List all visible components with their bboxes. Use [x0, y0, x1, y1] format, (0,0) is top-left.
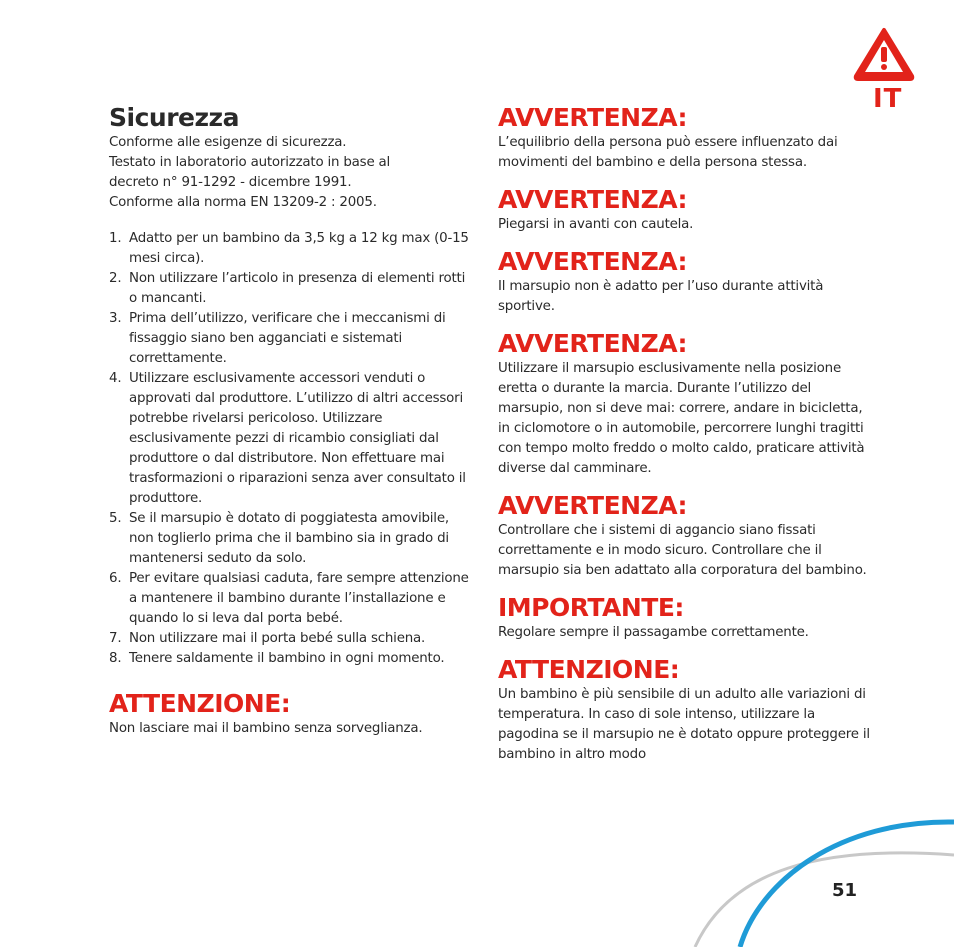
list-item	[109, 229, 469, 269]
important-section	[498, 593, 878, 643]
warning-section	[498, 103, 878, 173]
warning-heading: AVVERTENZA:	[498, 103, 688, 132]
list-item	[109, 649, 469, 669]
list-item-number: 6.	[109, 571, 122, 586]
list-item-text: Non utilizzare mai il porta bebé sulla schiena.	[129, 631, 426, 646]
list-item-number: 1.	[109, 231, 122, 246]
list-item-text: Non utilizzare l’articolo in presenza di elementi rotti o mancanti.	[129, 271, 466, 306]
safety-list	[109, 229, 469, 669]
right-column	[498, 103, 878, 765]
warning-text: Utilizzare il marsupio esclusivamente nella posizione eretta o durante la marcia. Durante l’utilizzo del marsupio, non si deve mai: correre, andare in bicicletta, in ciclomotore o in automobile, percorrere lunghi tragitti con tempo molto freddo o molto caldo, praticare attività diverse dal camminare.	[498, 361, 865, 476]
important-heading: IMPORTANTE:	[498, 593, 684, 622]
list-item-text: Se il marsupio è dotato di poggiatesta amovibile, non toglierlo prima che il bambino sia in grado di mantenersi seduto da solo.	[129, 511, 449, 566]
intro-line: Conforme alla norma EN 13209-2 : 2005.	[109, 195, 377, 210]
intro-line: Conforme alle esigenze di sicurezza.	[109, 135, 347, 150]
list-item-number: 7.	[109, 631, 122, 646]
list-item	[109, 309, 469, 369]
list-item	[109, 569, 469, 629]
attention-heading: ATTENZIONE:	[109, 689, 291, 718]
list-item-text: Adatto per un bambino da 3,5 kg a 12 kg max (0-15 mesi circa).	[129, 231, 469, 266]
list-item	[109, 629, 469, 649]
list-item-number: 8.	[109, 651, 122, 666]
list-item	[109, 269, 469, 309]
intro-line: decreto n° 91-1292 - dicembre 1991.	[109, 175, 352, 190]
list-item-number: 4.	[109, 371, 122, 386]
warning-heading: AVVERTENZA:	[498, 185, 688, 214]
attention-text: Non lasciare mai il bambino senza sorveglianza.	[109, 721, 423, 736]
warning-text: L’equilibrio della persona può essere influenzato dai movimenti del bambino e della persona stessa.	[498, 135, 838, 170]
list-item-text: Per evitare qualsiasi caduta, fare sempre attenzione a mantenere il bambino durante l’installazione e quando lo si leva dal porta bebé.	[129, 571, 469, 626]
warning-text: Controllare che i sistemi di aggancio siano fissati correttamente e in modo sicuro. Controllare che il marsupio sia ben adattato alla corporatura del bambino.	[498, 523, 867, 578]
list-item-text: Tenere saldamente il bambino in ogni momento.	[129, 651, 445, 666]
warning-heading: AVVERTENZA:	[498, 329, 688, 358]
warning-triangle-icon	[852, 26, 916, 82]
warning-text: Il marsupio non è adatto per l’uso durante attività sportive.	[498, 279, 824, 314]
attention-text: Un bambino è più sensibile di un adulto alle variazioni di temperatura. In caso di sole intenso, utilizzare la pagodina se il marsupio ne è dotato oppure proteggere il bambino in altro modo	[498, 687, 870, 762]
warning-section	[498, 329, 878, 479]
list-item	[109, 509, 469, 569]
page-title: Sicurezza	[109, 103, 239, 132]
list-item-number: 3.	[109, 311, 122, 326]
list-item	[109, 369, 469, 509]
attention-section	[498, 655, 878, 765]
list-item-number: 5.	[109, 511, 122, 526]
language-code: IT	[873, 84, 903, 114]
attention-heading: ATTENZIONE:	[498, 655, 680, 684]
intro-line: Testato in laboratorio autorizzato in base al	[109, 155, 391, 170]
warning-section	[498, 185, 878, 235]
left-column	[109, 103, 469, 739]
warning-heading: AVVERTENZA:	[498, 247, 688, 276]
list-item-text: Utilizzare esclusivamente accessori venduti o approvati dal produttore. L’utilizzo di altri accessori potrebbe rivelarsi pericoloso. Utilizzare esclusivamente pezzi di ricambio consigliati dal produttore o dal distributore. Non effettuare mai trasformazioni o riparazioni senza aver consultato il produttore.	[129, 371, 466, 506]
list-item-text: Prima dell’utilizzo, verificare che i meccanismi di fissaggio siano ben agganciati e sistemati correttamente.	[129, 311, 446, 366]
important-text: Regolare sempre il passagambe correttamente.	[498, 625, 809, 640]
page-number: 51	[832, 880, 858, 901]
warning-heading: AVVERTENZA:	[498, 491, 688, 520]
warning-text: Piegarsi in avanti con cautela.	[498, 217, 694, 232]
list-item-number: 2.	[109, 271, 122, 286]
warning-section	[498, 247, 878, 317]
warning-section	[498, 491, 878, 581]
